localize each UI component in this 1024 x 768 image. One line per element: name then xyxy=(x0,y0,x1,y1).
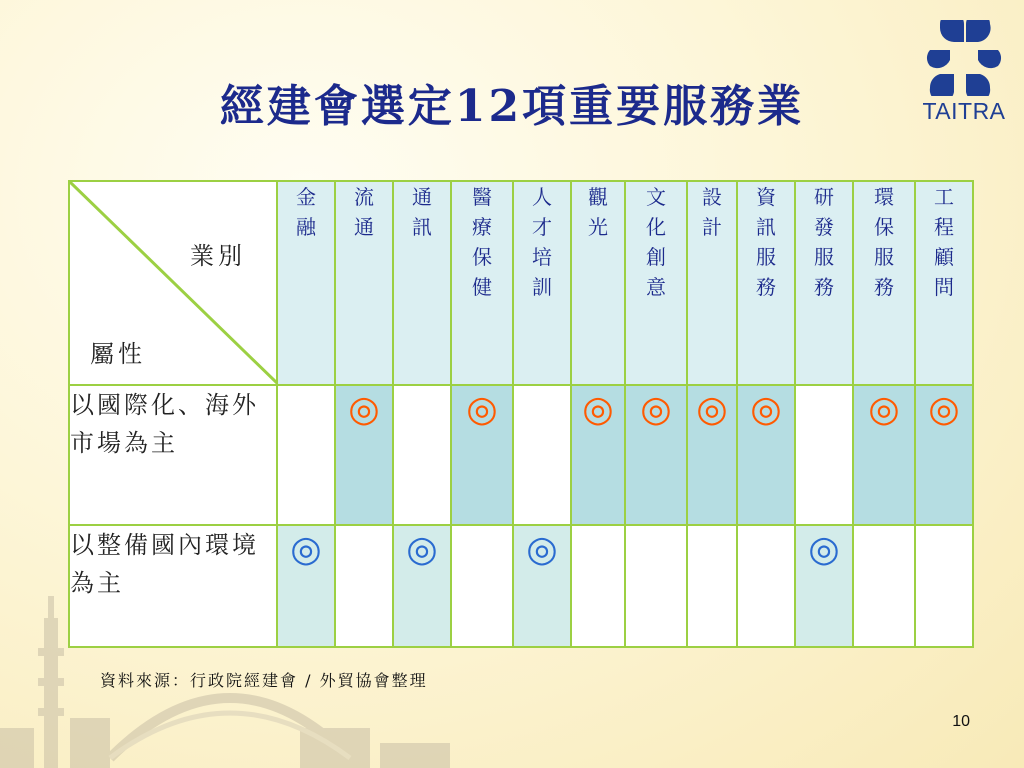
table-cell xyxy=(393,525,451,647)
double-circle-mark: ◎ xyxy=(526,529,558,570)
table-cell xyxy=(513,525,571,647)
service-industry-table xyxy=(68,180,972,650)
table-cell xyxy=(625,525,687,647)
double-circle-mark: ◎ xyxy=(696,389,728,430)
double-circle-mark: ◎ xyxy=(290,529,322,570)
double-circle-mark: ◎ xyxy=(640,389,672,430)
double-circle-mark: ◎ xyxy=(348,389,380,430)
double-circle-mark: ◎ xyxy=(928,389,960,430)
table-cell xyxy=(451,525,513,647)
table-cell xyxy=(571,385,625,525)
logo-wordmark: TAITRA xyxy=(922,98,1006,124)
table-cell xyxy=(853,525,915,647)
table-cell xyxy=(277,525,335,647)
column-header: 文化創意 xyxy=(625,181,687,385)
row-label: 以整備國內環境為主 xyxy=(69,525,277,647)
table-cell xyxy=(915,385,973,525)
header-row xyxy=(69,181,973,385)
column-header: 工程顧問 xyxy=(915,181,973,385)
table-cell xyxy=(335,385,393,525)
column-header: 人才培訓 xyxy=(513,181,571,385)
table-cell xyxy=(737,385,795,525)
table-cell xyxy=(625,385,687,525)
table-row-domestic xyxy=(69,525,973,647)
table-row-international xyxy=(69,385,973,525)
column-header: 通訊 xyxy=(393,181,451,385)
table-cell xyxy=(687,525,737,647)
column-header: 金融 xyxy=(277,181,335,385)
column-header: 醫療保健 xyxy=(451,181,513,385)
column-header: 流通 xyxy=(335,181,393,385)
double-circle-mark: ◎ xyxy=(582,389,614,430)
double-circle-mark: ◎ xyxy=(868,389,900,430)
double-circle-mark: ◎ xyxy=(808,529,840,570)
corner-label-attribute: 屬性 xyxy=(90,340,146,368)
corner-label-industry: 業別 xyxy=(190,242,246,270)
table-cell xyxy=(795,525,853,647)
table-cell xyxy=(737,525,795,647)
table-cell xyxy=(277,385,335,525)
table-cell xyxy=(513,385,571,525)
column-header: 環保服務 xyxy=(853,181,915,385)
source-note: 資料來源：行政院經建會 / 外貿協會整理 xyxy=(100,671,428,690)
double-circle-mark: ◎ xyxy=(750,389,782,430)
double-circle-mark: ◎ xyxy=(406,529,438,570)
slide-title: 經建會選定12項重要服務業 xyxy=(219,81,805,132)
column-header: 觀光 xyxy=(571,181,625,385)
table-cell xyxy=(335,525,393,647)
page-number: 10 xyxy=(952,713,970,730)
column-header: 設計 xyxy=(687,181,737,385)
double-circle-mark: ◎ xyxy=(466,389,498,430)
table-cell xyxy=(451,385,513,525)
table-cell xyxy=(571,525,625,647)
table-cell xyxy=(853,385,915,525)
corner-cell xyxy=(69,181,277,385)
column-header: 資訊服務 xyxy=(737,181,795,385)
row-label: 以國際化、海外市場為主 xyxy=(69,385,277,525)
table-cell xyxy=(915,525,973,647)
column-header: 研發服務 xyxy=(795,181,853,385)
table-cell xyxy=(795,385,853,525)
table-cell xyxy=(393,385,451,525)
table-cell xyxy=(687,385,737,525)
